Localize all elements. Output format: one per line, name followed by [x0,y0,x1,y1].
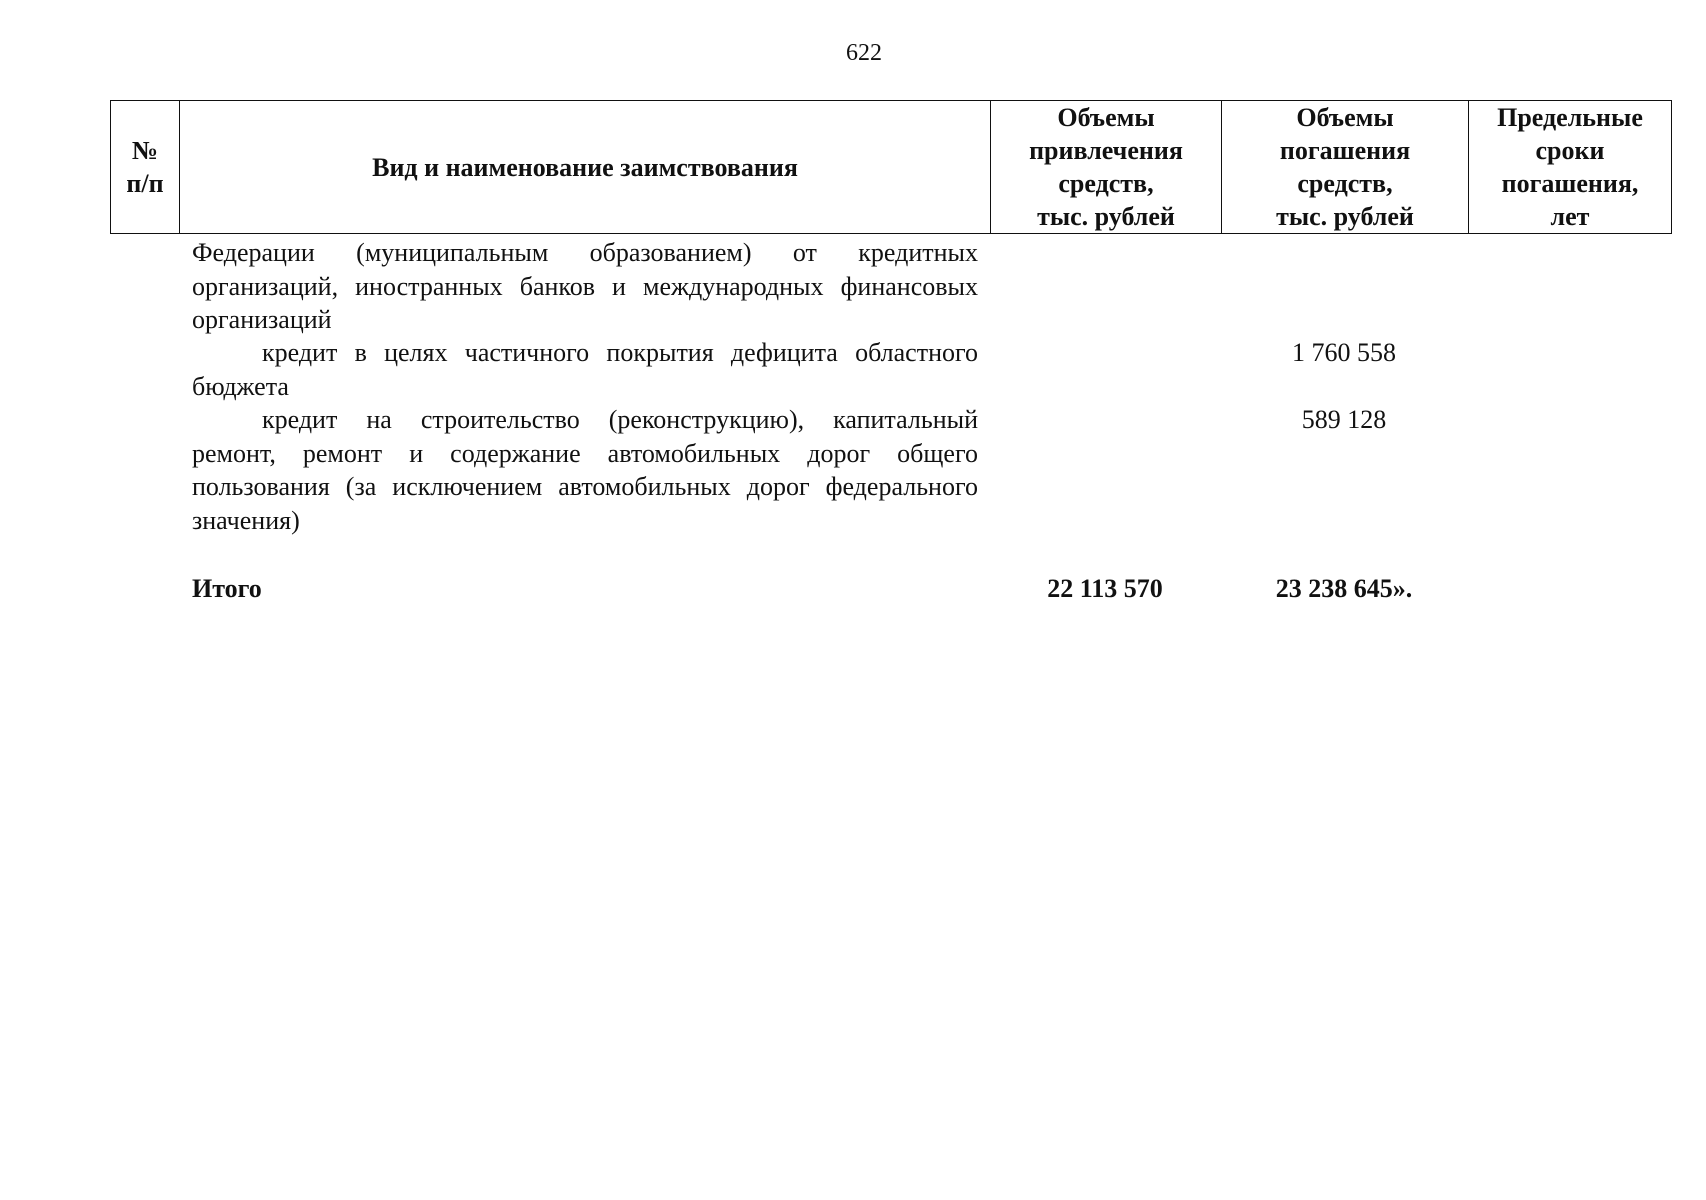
total-label: Итого [192,574,262,603]
header-attraction-volume [991,101,1222,234]
header-borrowing-name-text: Вид и наименование заимствования [372,152,798,182]
header-repayment-volume-text: Объемы погашения средств, тыс. рублей [1276,103,1414,231]
header-borrowing-name [180,101,991,234]
header-number [111,101,180,234]
total-repay: 23 238 645». [1275,574,1413,603]
header-repayment-term [1469,101,1672,234]
total-attract: 22 113 570 [1047,574,1163,603]
table-row-0-name: Федерации (муниципальным образованием) от кредитных организаций, иностранных банков и международных финансовых организаций [192,238,978,334]
table-row-2-repay: 589 128 [1301,405,1387,434]
header-repayment-term-text: Предельные сроки погашения, лет [1497,103,1643,231]
table-row-1-repay: 1 760 558 [1292,338,1396,367]
table-row-2-name: кредит на строительство (реконструкцию), капитальный ремонт, ремонт и содержание автомобильных дорог общего пользования (за исключением автомобильных дорог федерального значения) [192,405,978,535]
header-number-text: № п/п [126,136,164,198]
table-header-row [111,101,1672,234]
borrowing-table-header [110,100,1672,234]
header-repayment-volume [1222,101,1469,234]
header-attraction-volume-text: Объемы привлечения средств, тыс. рублей [1029,103,1183,231]
table-row-1-name: кредит в целях частичного покрытия дефицита областного бюджета [192,338,978,401]
page-number: 622 [846,40,882,66]
